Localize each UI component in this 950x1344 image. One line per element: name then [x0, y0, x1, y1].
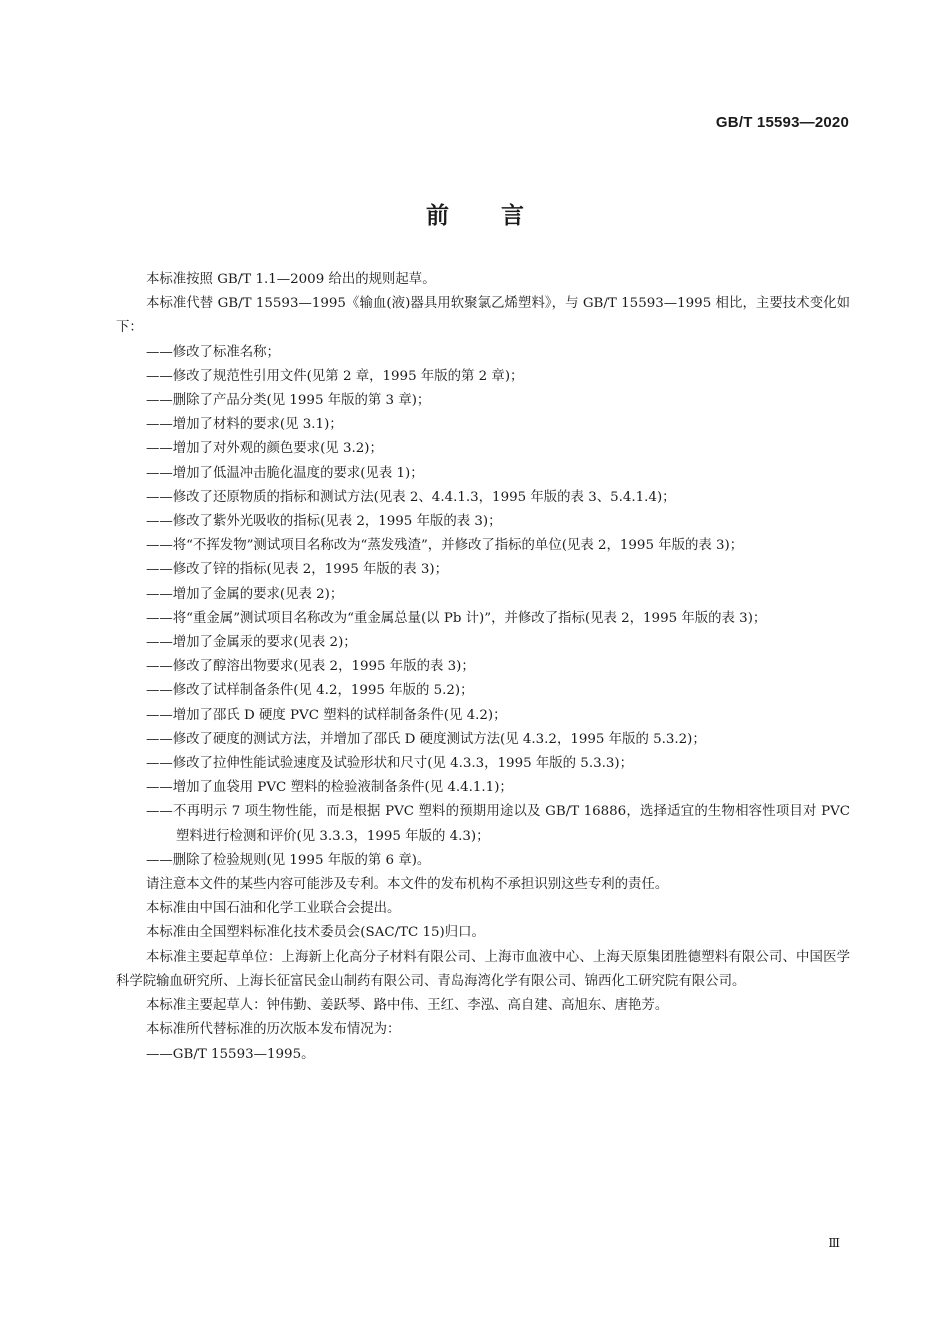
list-item: ——将“重金属”测试项目名称改为“重金属总量(以 Pb 计)”，并修改了指标(见表 2，1995 年版的表 3)；: [146, 610, 767, 626]
list-item: ——增加了邵氏 D 硬度 PVC 塑料的试样制备条件(见 4.2)；: [146, 707, 507, 723]
list-item: ——删除了检验规则(见 1995 年版的第 6 章)。: [146, 852, 431, 868]
list-item: ——修改了规范性引用文件(见第 2 章，1995 年版的第 2 章)；: [146, 368, 524, 384]
list-item: ——修改了硬度的测试方法，并增加了邵氏 D 硬度测试方法(见 4.3.2，1995 年版的 5.3.2)；: [146, 731, 706, 747]
closing-paragraph: 本标准主要起草单位：上海新上化高分子材料有限公司、上海市血液中心、上海天原集团胜德塑料有限公司、中国医学科学院输血研究所、上海长征富民金山制药有限公司、青岛海湾化学有限公司、锦西化工研究院有限公司。: [116, 949, 850, 989]
closing-paragraph: 本标准由中国石油和化学工业联合会提出。: [146, 901, 401, 917]
closing-paragraph: 本标准所代替标准的历次版本发布情况为：: [146, 1022, 401, 1038]
changes-list: [116, 341, 850, 873]
list-item: ——修改了还原物质的指标和测试方法(见表 2、4.4.1.3，1995 年版的表 3、5.4.1.4)；: [146, 489, 676, 505]
document-body: [116, 268, 850, 1067]
list-item: ——增加了低温冲击脆化温度的要求(见表 1)；: [146, 465, 424, 481]
closing-paragraph: 本标准主要起草人：钟伟勤、姜跃琴、路中伟、王红、李泓、高自建、高旭东、唐艳芳。: [146, 998, 669, 1014]
list-item: ——增加了血袋用 PVC 塑料的检验液制备条件(见 4.4.1.1)；: [146, 780, 513, 796]
list-item: ——将“不挥发物”测试项目名称改为“蒸发残渣”，并修改了指标的单位(见表 2，1995 年版的表 3)；: [146, 538, 744, 554]
page-title: 前言: [426, 203, 576, 229]
intro-paragraph: 本标准按照 GB/T 1.1—2009 给出的规则起草。: [146, 272, 436, 287]
closing-paragraph: 本标准由全国塑料标准化技术委员会(SAC/TC 15)归口。: [146, 925, 485, 941]
intro-paragraph: 本标准代替 GB/T 15593—1995《输血(液)器具用软聚氯乙烯塑料》，与 GB/T 15593—1995 相比，主要技术变化如下：: [116, 296, 850, 336]
list-item: ——GB/T 15593—1995。: [146, 1046, 315, 1062]
closing-paragraph: 请注意本文件的某些内容可能涉及专利。本文件的发布机构不承担识别这些专利的责任。: [146, 877, 669, 893]
list-item: ——修改了醇溶出物要求(见表 2，1995 年版的表 3)；: [146, 659, 475, 675]
list-item: ——修改了紫外光吸收的指标(见表 2，1995 年版的表 3)；: [146, 514, 502, 530]
page-number: Ⅲ: [828, 1236, 840, 1250]
list-item: ——修改了标准名称；: [146, 344, 280, 360]
standard-code: GB/T 15593—2020: [715, 114, 849, 131]
list-item: ——修改了锌的指标(见表 2，1995 年版的表 3)；: [146, 562, 448, 578]
list-item: ——不再明示 7 项生物性能，而是根据 PVC 塑料的预期用途以及 GB/T 16886，选择适宜的生物相容性项目对 PVC 塑料进行检测和评价(见 3.3.3，1995 年版的 4.3)；: [146, 804, 850, 844]
list-item: ——修改了拉伸性能试验速度及试验形状和尺寸(见 4.3.3，1995 年版的 5.3.3)；: [146, 756, 633, 772]
list-item: ——修改了试样制备条件(见 4.2，1995 年版的 5.2)；: [146, 683, 474, 699]
list-item: ——增加了金属汞的要求(见表 2)；: [146, 635, 357, 651]
list-item: ——增加了金属的要求(见表 2)；: [146, 586, 344, 602]
history-list: [116, 1043, 850, 1067]
list-item: ——删除了产品分类(见 1995 年版的第 3 章)；: [146, 393, 431, 409]
list-item: ——增加了对外观的颜色要求(见 3.2)；: [146, 441, 383, 457]
list-item: ——增加了材料的要求(见 3.1)；: [146, 417, 343, 433]
